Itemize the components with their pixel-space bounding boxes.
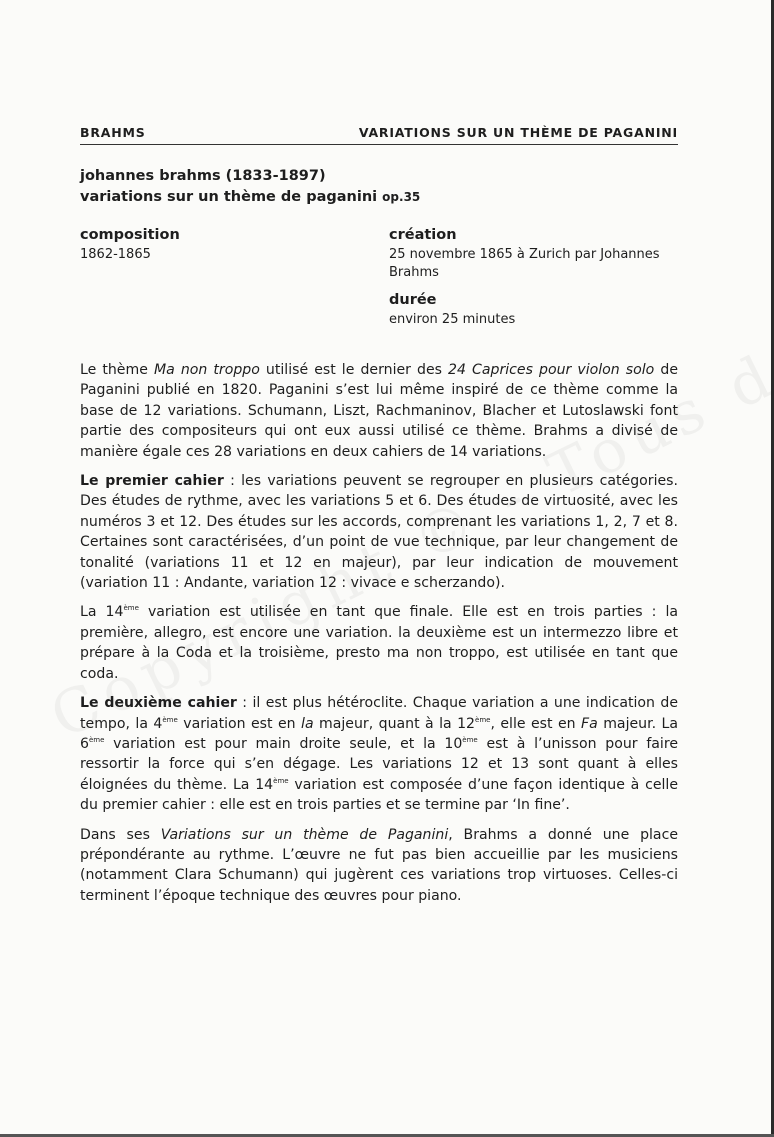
duree-label: durée bbox=[389, 292, 437, 308]
p5-work-title: Variations sur un thème de Paganini bbox=[160, 826, 449, 843]
p4-text-g: majeur. La 6 bbox=[80, 715, 678, 752]
p4-key-la: la bbox=[301, 715, 314, 732]
title-line bbox=[80, 187, 420, 208]
p3-ordinal: ème bbox=[123, 604, 139, 613]
p4-ordinal-5: ème bbox=[273, 776, 289, 785]
p3-text-a: La 14 bbox=[80, 604, 124, 621]
running-header bbox=[80, 124, 678, 145]
p1-text-e: de Paganini publié en 1820. Paganini s’est lui même inspiré de ce thème comme la base de 12 variations. Schumann, Liszt, Rachmaninov, Blacher et Lutoslawski font partie des compositeurs qui ont eux aussi utilisé ce thème. Brahms a divisé de manière égale ces 28 variations en deux cahiers de 14 variations. bbox=[80, 362, 678, 460]
p2-text: : les variations peuvent se regrouper en plusieurs catégories. Des études de rythme, avec les variations 5 et 6. Des études de virtuosité, avec les numéros 3 et 12. Des études sur les accords, comprenant les variations 1, 2, 7 et 8. Certaines sont caractérisées, d’un point de vue technique, par leur changement de tonalité (variations 11 et 12 en majeur), par leur indication de mouvement (variation 11 : Andante, variation 12 : vivace e scherzando). bbox=[80, 473, 678, 592]
p4-ordinal-3: ème bbox=[88, 735, 105, 744]
p1-caprices-title: 24 Caprices pour violon solo bbox=[448, 362, 655, 378]
program-note-body bbox=[80, 360, 678, 915]
title-text: variations sur un thème de paganini bbox=[80, 189, 378, 205]
paragraph-finale bbox=[80, 602, 678, 684]
duree-value: environ 25 minutes bbox=[389, 312, 516, 327]
p4-text-j: variation est composée d’une façon identique à celle du premier cahier : elle est en trois parties et se termine par ‘In fine’. bbox=[80, 776, 678, 814]
composer-line: johannes brahms (1833-1897) bbox=[80, 168, 326, 184]
header-work-title: VARIATIONS SUR UN THÈME DE PAGANINI bbox=[358, 125, 678, 140]
p1-text-a: Le thème bbox=[80, 362, 154, 378]
opus-number: op.35 bbox=[382, 190, 421, 204]
p4-key-fa: Fa bbox=[581, 715, 598, 732]
p3-text-b: variation est utilisée en tant que finale. Elle est en trois parties : la première, allegro, est encore une variation. la deuxième est un intermezzo libre et prépare à la Coda et la troisième, presto ma non troppo, est utilisée en tant que coda. bbox=[80, 604, 678, 682]
p1-theme-title: Ma non troppo bbox=[153, 362, 260, 378]
p1-text-c: utilisé est le dernier des bbox=[259, 362, 449, 378]
paragraph-second-book bbox=[80, 693, 678, 815]
p4-text-a: : il est plus hétéroclite. Chaque variation a une indication de tempo, la 4 bbox=[80, 695, 678, 732]
p4-text-i: est à l’unisson pour faire ressortir la force qui s’en dégage. Les variations 12 et 13 sont quant à elles éloignées du thème. La 14 bbox=[80, 735, 678, 793]
paragraph-intro bbox=[80, 360, 678, 462]
work-title-block bbox=[80, 166, 420, 208]
p4-ordinal-4: ème bbox=[462, 735, 478, 744]
creation-value: 25 novembre 1865 à Zurich par Johannes Brahms bbox=[389, 247, 660, 280]
p4-lead: Le deuxième cahier bbox=[80, 695, 237, 712]
p5-text-c: , Brahms a donné une place prépondérante au rythme. L’œuvre ne fut pas bien accueillie par les musiciens (notamment Clara Schumann) qui jugèrent ces variations trop virtuoses. Celles-ci terminent l’époque technique des œuvres pour piano. bbox=[80, 826, 678, 904]
p4-text-d: majeur, quant à la 12 bbox=[313, 715, 476, 732]
p4-ordinal-1: ème bbox=[162, 715, 178, 724]
p2-lead: Le premier cahier bbox=[80, 473, 224, 490]
creation-label: création bbox=[389, 227, 457, 243]
paragraph-conclusion bbox=[80, 825, 678, 907]
p5-text-a: Dans ses bbox=[80, 826, 161, 843]
composition-label: composition bbox=[80, 227, 180, 243]
composition-value: 1862-1865 bbox=[80, 247, 151, 262]
header-composer: BRAHMS bbox=[80, 125, 146, 140]
p4-text-h: variation est pour main droite seule, et la 10 bbox=[104, 735, 463, 752]
p4-ordinal-2: ème bbox=[475, 715, 491, 724]
paragraph-first-book bbox=[80, 471, 678, 593]
p4-text-e: , elle est en bbox=[490, 715, 582, 732]
p4-text-b: variation est en bbox=[177, 715, 302, 732]
